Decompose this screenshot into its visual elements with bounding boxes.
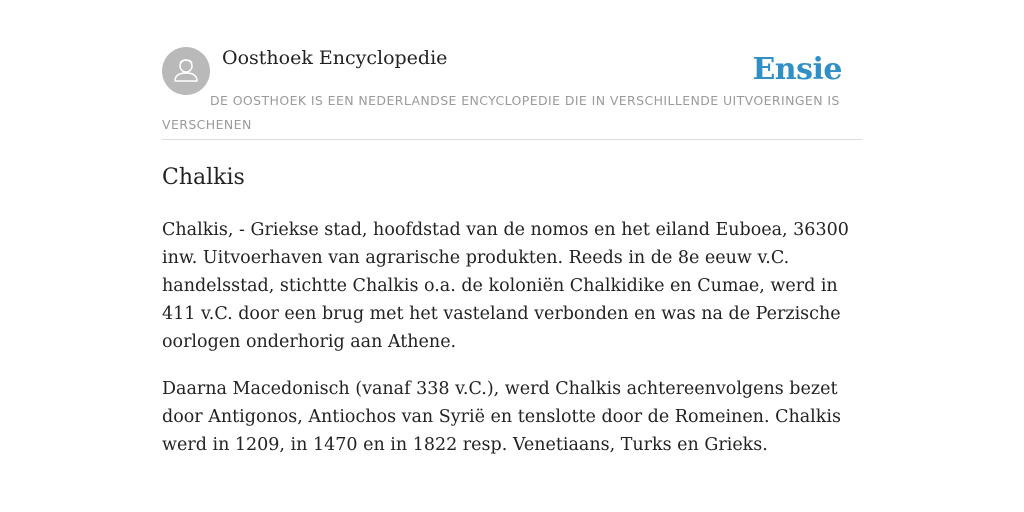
tagline: DE OOSTHOEK IS EEN NEDERLANDSE ENCYCLOPEDIE DIE IN VERSCHILLENDE UITVOERINGEN IS VERSCHENEN (162, 93, 840, 132)
brand-logo[interactable]: Ensie (752, 52, 842, 87)
article-paragraph: Chalkis, - Griekse stad, hoofdstad van de nomos en het eiland Euboea, 36300 inw. Uitvoerhaven van agrarische produkten. Reeds in de 8e eeuw v.C. handelsstad, stichtte Chalkis o.a. de koloniën Chalkidike en Cumae, werd in 411 v.C. door een brug met het vasteland verbonden en was na de Perzische oorlogen onderhorig aan Athene. (162, 220, 849, 352)
page (162, 0, 862, 455)
header (162, 0, 862, 140)
user-avatar-icon[interactable] (162, 47, 210, 95)
article-body (162, 216, 867, 478)
article-paragraph: Daarna Macedonisch (vanaf 338 v.C.), werd Chalkis achtereenvolgens bezet door Antigonos, Antiochos van Syrië en tenslotte door de Romeinen. Chalkis werd in 1209, in 1470 en in 1822 resp. Venetiaans, Turks en Grieks. (162, 379, 841, 455)
page-title: Chalkis (162, 165, 245, 190)
site-name-link[interactable]: Oosthoek Encyclopedie (222, 47, 448, 69)
